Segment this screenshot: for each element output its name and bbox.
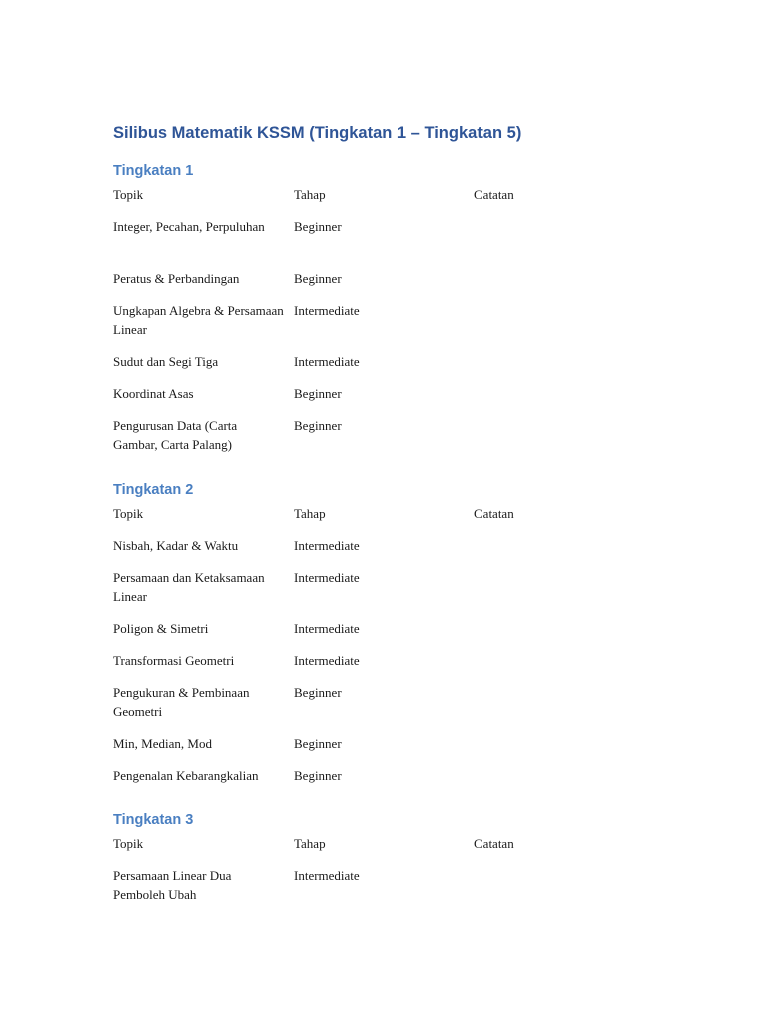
section-heading-tingkatan-2: Tingkatan 2: [113, 482, 194, 498]
topik-cell: Koordinat Asas: [113, 386, 194, 401]
tahap-cell: Beginner: [294, 271, 342, 286]
tahap-cell: Beginner: [294, 418, 342, 433]
document-title: Silibus Matematik KSSM (Tingkatan 1 – Tingkatan 5): [113, 124, 522, 142]
column-header-topik: Topik: [113, 506, 144, 521]
column-header-catatan: Catatan: [474, 836, 514, 851]
tahap-cell: Beginner: [294, 386, 342, 401]
section-heading-tingkatan-3: Tingkatan 3: [113, 812, 194, 828]
topik-cell: Pengurusan Data (Carta Gambar, Carta Palang): [113, 418, 238, 452]
topik-cell: Nisbah, Kadar & Waktu: [113, 538, 239, 553]
tahap-cell: Intermediate: [294, 354, 360, 369]
topik-cell: Ungkapan Algebra & Persamaan Linear: [113, 303, 284, 337]
topik-cell: Transformasi Geometri: [113, 653, 235, 668]
topik-cell: Peratus & Perbandingan: [113, 271, 240, 286]
tahap-cell: Beginner: [294, 736, 342, 751]
topik-cell: Integer, Pecahan, Perpuluhan: [113, 219, 265, 234]
column-header-catatan: Catatan: [474, 187, 514, 202]
tahap-cell: Beginner: [294, 685, 342, 700]
tahap-cell: Intermediate: [294, 653, 360, 668]
section-heading-tingkatan-1: Tingkatan 1: [113, 163, 194, 179]
topik-cell: Min, Median, Mod: [113, 736, 212, 751]
column-header-topik: Topik: [113, 836, 144, 851]
column-header-tahap: Tahap: [294, 506, 326, 521]
tahap-cell: Intermediate: [294, 303, 360, 318]
tahap-cell: Beginner: [294, 768, 342, 783]
tahap-cell: Intermediate: [294, 538, 360, 553]
column-header-tahap: Tahap: [294, 187, 326, 202]
topik-cell: Poligon & Simetri: [113, 621, 209, 636]
tahap-cell: Intermediate: [294, 570, 360, 585]
topik-cell: Persamaan dan Ketaksamaan Linear: [113, 570, 265, 604]
column-header-catatan: Catatan: [474, 506, 514, 521]
topik-cell: Sudut dan Segi Tiga: [113, 354, 219, 369]
tahap-cell: Intermediate: [294, 621, 360, 636]
topik-cell: Persamaan Linear Dua Pemboleh Ubah: [113, 868, 232, 902]
column-header-tahap: Tahap: [294, 836, 326, 851]
topik-cell: Pengenalan Kebarangkalian: [113, 768, 259, 783]
tahap-cell: Intermediate: [294, 868, 360, 883]
topik-cell: Pengukuran & Pembinaan Geometri: [113, 685, 250, 719]
tahap-cell: Beginner: [294, 219, 342, 234]
column-header-topik: Topik: [113, 187, 144, 202]
